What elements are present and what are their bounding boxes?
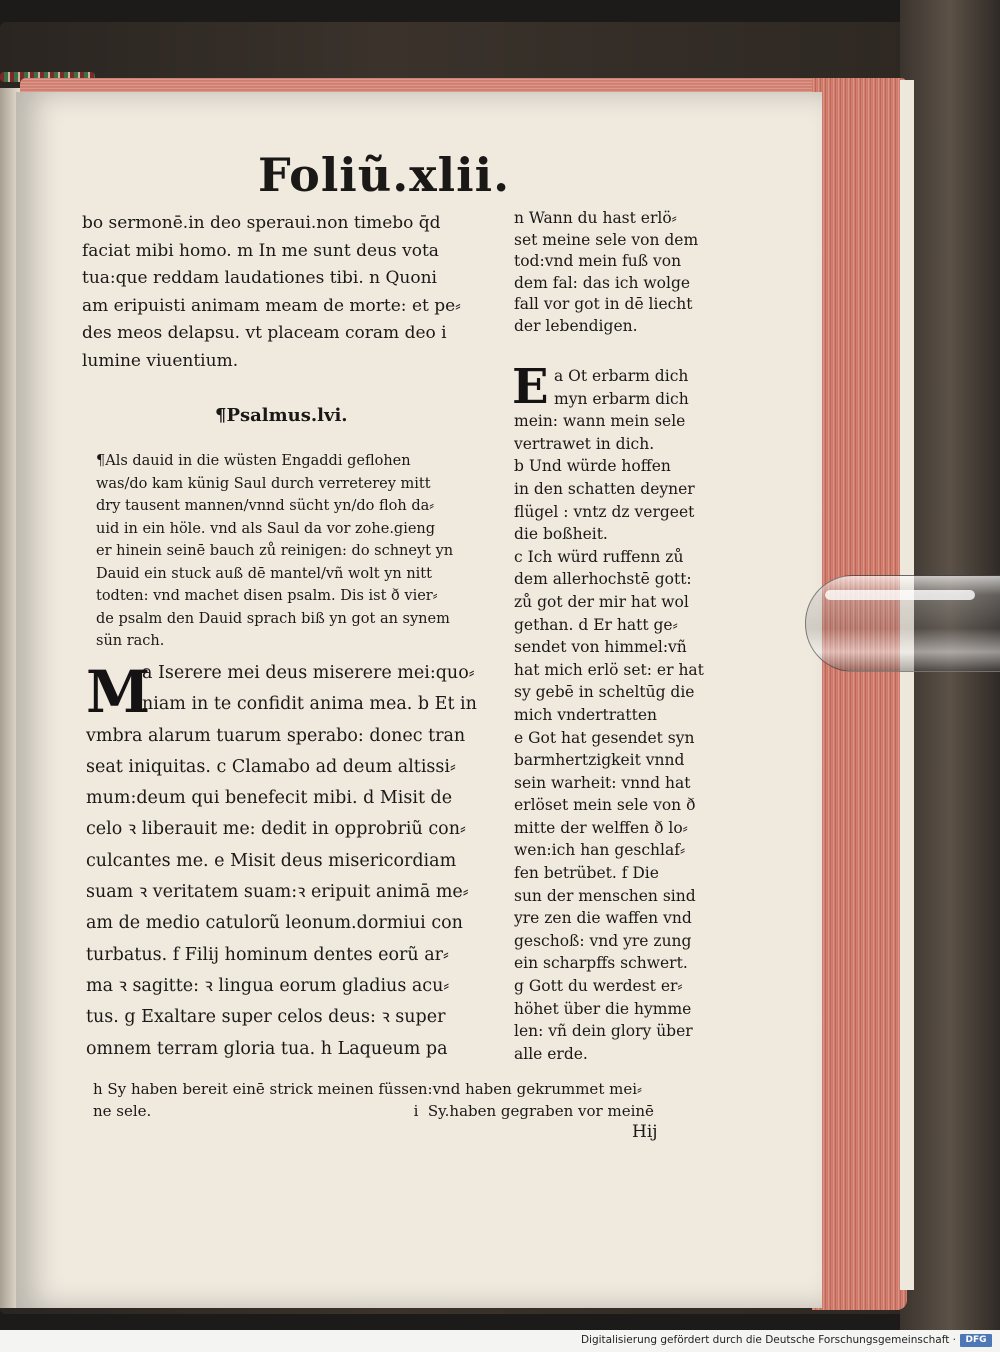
summary-line: er hinein seinē bauch zů reinigen: do schneyt yn [96, 543, 454, 559]
german-line: sein warheit: vnnd hat [514, 773, 691, 792]
psalm-line: ma ꝛ sagitte: ꝛ lingua eorum gladius acu⸗ [86, 975, 450, 996]
psalm-line: seat iniquitas. c Clamabo ad deum altissi⸗ [86, 756, 456, 777]
psalm-line: suam ꝛ veritatem suam:ꝛ eripuit animā me⸗ [86, 882, 469, 903]
german-line: sun der menschen sind [514, 886, 696, 905]
page-footer-text [93, 1078, 743, 1122]
german-line: c Ich würd ruffenn zů [514, 547, 684, 566]
german-line: tod:vnd mein fuß von [514, 252, 682, 270]
german-line: flügel : vntz dz vergeet [514, 502, 695, 521]
summary-line: Dauid ein stuck auß dē mantel/vñ wolt yn nitt [96, 565, 432, 582]
german-line: yre zen die waffen vnd [514, 909, 692, 928]
latin-line: des meos delapsu. vt placeam coram deo i [82, 323, 447, 343]
page-side-edges [812, 78, 907, 1310]
german-line: n Wann du hast erlö⸗ [514, 209, 677, 227]
german-line: fall vor got in dē liecht [514, 295, 693, 313]
german-line: set meine sele von dem [514, 230, 699, 249]
signature-mark: Hij [632, 1122, 658, 1142]
german-line: hat mich erlö set: er hat [514, 660, 704, 679]
psalm-latin-text [86, 658, 511, 1065]
psalm-line: a Iserere mei deus miserere mei:quo⸗ [142, 663, 475, 683]
summary-line: todten: vnd machet disen psalm. Dis ist ð vier⸗ [96, 588, 438, 604]
latin-line: bo sermonē.in deo speraui.non timebo q̄d [82, 213, 441, 233]
german-line: dem fal: das ich wolge [514, 273, 691, 292]
end-paper [900, 80, 914, 1290]
psalm-line: tus. g Exaltare super celos deus: ꝛ super [86, 1007, 446, 1028]
summary-line: sün rach. [96, 633, 165, 649]
psalm-line: vmbra alarum tuarum sperabo: donec tran [86, 725, 466, 746]
german-line: höhet über die hymme [514, 999, 692, 1018]
german-line: dem allerhochstē gott: [514, 570, 692, 589]
summary-line: was/do kam künig Saul durch verreterey mitt [96, 475, 431, 492]
german-line: b Und würde hoffen [514, 457, 671, 476]
psalm-section-title: ¶Psalmus.lvi. [215, 405, 348, 426]
psalm-line: turbatus. f Filij hominum dentes eorũ ar⸗ [86, 944, 449, 965]
latin-text-block [82, 210, 512, 375]
latin-line: lumine viuentium. [82, 350, 239, 371]
summary-line: ¶Als dauid in die wüsten Engaddi geflohen [96, 453, 411, 469]
german-line: erlöset mein sele von ð [514, 796, 696, 815]
german-line: vertrawet in dich. [514, 434, 655, 453]
glass-highlight [825, 590, 975, 600]
german-line: myn erbarm dich [554, 389, 689, 408]
german-line: geschoß: vnd yre zung [514, 931, 692, 950]
german-line: e Got hat gesendet syn [514, 728, 695, 747]
german-line: a Ot erbarm dich [554, 367, 689, 385]
summary-line: uid in ein höle. vnd als Saul da vor zohe.gieng [96, 520, 436, 537]
german-line: barmhertzigkeit vnnd [514, 751, 685, 770]
german-line: mitte der welffen ð lo⸗ [514, 818, 688, 837]
german-line: zů got der mir hat wol [514, 592, 689, 611]
latin-line: tua:que reddam laudationes tibi. n Quoni [82, 268, 437, 288]
folio-header: Foliũ.xlii. [258, 148, 511, 202]
german-line: ein scharpffs schwert. [514, 954, 688, 973]
german-line: len: vñ dein glory über [514, 1022, 693, 1041]
footer-line: ne sele. i Sy.haben gegraben vor meinē [93, 1102, 654, 1120]
psalm-line: niam in te confidit anima mea. b Et in [142, 694, 477, 715]
german-line: sendet von himmel:vñ [514, 638, 687, 657]
german-translation [512, 359, 814, 1065]
psalm-line: am de medio catulorũ leonum.dormiui con [86, 913, 463, 934]
digitization-credit: Digitalisierung gefördert durch die Deutsche Forschungsgemeinschaft · [580, 1334, 956, 1346]
german-initial-letter: E [512, 359, 549, 415]
german-line: mich vndertratten [514, 705, 657, 724]
latin-line: am eripuisti animam meam de morte: et pe⸗ [82, 295, 461, 316]
german-line: g Gott du werdest er⸗ [514, 977, 683, 996]
psalm-summary [96, 450, 506, 653]
psalm-initial-letter: M [86, 658, 151, 726]
footer-line: h Sy haben bereit einē strick meinen füssen:vnd haben gekrummet mei⸗ [93, 1080, 643, 1098]
psalm-line: omnem terram gloria tua. h Laqueum pa [86, 1038, 448, 1059]
german-line: in den schatten deyner [514, 479, 695, 498]
german-line: der lebendigen. [514, 316, 638, 335]
german-line: sy gebē in scheltūg die [514, 683, 695, 702]
summary-line: dry tausent mannen/vnnd sücht yn/do floh da⸗ [96, 498, 435, 514]
latin-line: faciat mibi homo. m In me sunt deus vota [82, 240, 439, 261]
german-line: fen betrübet. f Die [514, 864, 659, 883]
summary-line: de psalm den Dauid sprach biß yn got an synem [96, 610, 450, 627]
psalm-line: celo ꝛ liberauit me: dedit in opprobriũ con⸗ [86, 819, 466, 840]
german-line: die boßheit. [514, 525, 608, 544]
dfg-logo-icon: DFG [960, 1334, 992, 1347]
german-line: alle erde. [514, 1044, 588, 1063]
german-gloss-top [514, 208, 814, 337]
german-line: wen:ich han geschlaf⸗ [514, 841, 686, 860]
german-line: mein: wann mein sele [514, 412, 686, 431]
psalm-line: mum:deum qui benefecit mibi. d Misit de [86, 788, 453, 809]
german-line: gethan. d Er hatt ge⸗ [514, 615, 678, 634]
psalm-line: culcantes me. e Misit deus misericordiam [86, 850, 457, 871]
